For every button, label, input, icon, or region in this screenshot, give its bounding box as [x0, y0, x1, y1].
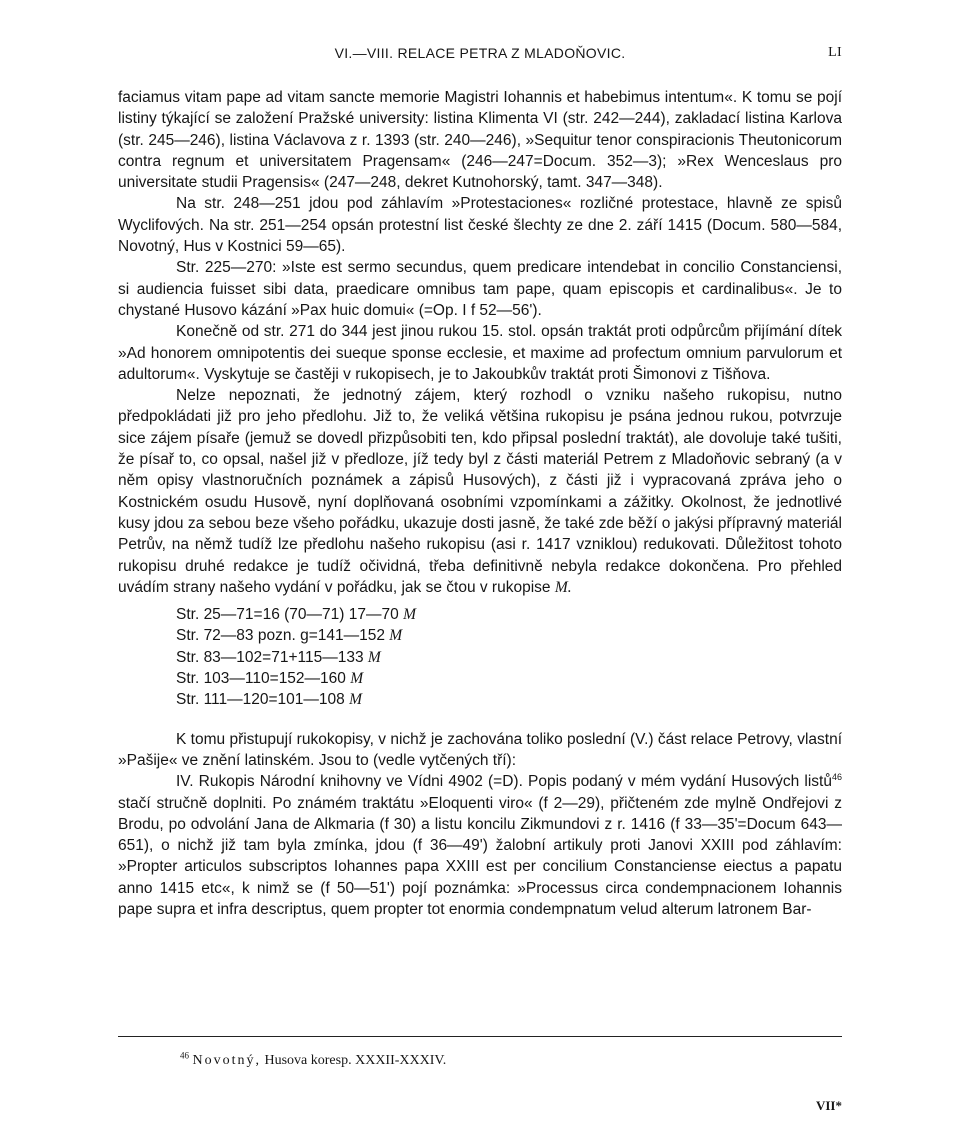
- footnote: [180, 1050, 447, 1069]
- printer-signature-mark: VII*: [815, 1098, 842, 1113]
- list-item: Str. 25—71=16 (70—71) 17—70 M: [176, 606, 416, 624]
- paragraph-7: [118, 771, 842, 920]
- page-concordance-list: [176, 604, 842, 710]
- paragraph-6: K tomu přistupují rukokopisy, v nichž je zachována toliko poslední (V.) část relace Petrovy, vlastní »Pašije« ve znění latinském. Jsou to (vedle vytčených tří):: [118, 730, 842, 769]
- paragraph-5: [118, 385, 842, 598]
- paragraph-2: Na str. 248—251 jdou pod záhlavím »Protestaciones« rozličné protestace, hlavně ze spisů Wyclifových. Na str. 251—254 opsán protestní list české šlechty ze dne 2. září 1415 (Docum. 580—584, Novotný, Hus v Kostnici 59—65).: [118, 195, 842, 256]
- list-item: Str. 83—102=71+115—133 M: [176, 648, 381, 666]
- footnote-number: 46: [180, 1050, 189, 1061]
- running-title: VI.—VIII. RELACE PETRA Z MLADOŇOVIC.: [334, 45, 626, 61]
- footnote-divider: [118, 1036, 842, 1037]
- paragraph-4: Konečně od str. 271 do 344 jest jinou rukou 15. stol. opsán traktát proti odpůrcům přijímání dítek »Ad honorem omnipotentis dei sueque sponse ecclesie, et maxime ad profectum omnium parvulorum et adultorum«. Vyskytuje se častěji v rukopisech, je to Jakoubkův traktát proti Šimonovi z Tišňova.: [118, 323, 842, 383]
- list-item: Str. 111—120=101—108 M: [176, 691, 362, 709]
- paragraph-7-rest: stačí stručně doplniti. Po známém traktátu »Eloquenti viro« (f 2—29), přičteném zde mylně Ondřejovi z Brodu, po odvolání Jana de Alkmaria (f 30) a listu koncilu Zikmundovi z r. 1416 (f 33—35'=Docum 643—651), o nichž již tam byla zmínka, jdou (f 36—49') žalobní artikuly proti Janovi XXIII pod záhlavím: »Propter articulos subscriptos Iohannes papa XXIII est per concilium Constanciense eiectus a papatu anno 1415 etc«, k nimž se (f 50—51') pojí poznámka: »Processus circa condempnacionem Iohannis pape supra et infra descriptus, quem propter tot enormia condempnatum velud alterum latronem Bar-: [118, 794, 842, 918]
- footnote-text: Husova koresp. XXXII-XXXIV.: [261, 1053, 447, 1068]
- page-number: LI: [828, 45, 842, 60]
- running-header: [118, 45, 842, 67]
- list-item: Str. 72—83 pozn. g=141—152 M: [176, 627, 403, 645]
- footnote-author: Novotný,: [192, 1053, 261, 1068]
- paragraph-3: Str. 225—270: »Iste est sermo secundus, quem predicare intendebat in concilio Constanciensi, si audiencia fuisset sibi data, praedicare omnibus tam pape, quam episcopis et cardinalibus«. Je to chystané Husovo kázání »Pax huic domui« (=Op. I f 52—56').: [118, 259, 842, 319]
- paragraph-1: faciamus vitam pape ad vitam sancte memorie Magistri Iohannis et habebimus intentum«. K tomu se pojí listiny týkající se založení Pražské university: listina Klimenta VI (str. 242—244), zakladací listina Karlova (str. 245—246), listina Václavova z r. 1393 (str. 240—246), »Sequitur tenor conspiracionis Theutonicorum contra regnum et universitatem Pragensam« (246—247=Docum. 352—3); »Rex Wenceslaus pro universitate studii Pragensis« (247—248, dekret Kutnohorský, tamt. 347—348).: [118, 89, 842, 192]
- main-text: [118, 87, 842, 920]
- footnote-reference[interactable]: 46: [831, 772, 842, 783]
- paragraph-5-text: Nelze nepoznati, že jednotný zájem, který rozhodl o vzniku našeho rukopisu, nutno předpokládati již pro jeho předlohu. Již to, že veliká většina rukopisu je psána jednou rukou, potvrzuje sice zájem písaře (jemuž se dovedl přizpůsobiti ten, kdo připsal poslední traktát), ale dovoluje také tušiti, že písař to, co opsal, našel již v předloze, jíž tedy byl z části materiál Petrem z Mladoňovic sebraný (a v něm opisy vlastnoručních poznámek a zápisů Husových), z části již i vypracovaná zpráva jeho o Kostnickém osudu Husově, nyní doplňovaná osobními vzpomínkami a zážitky. Okolnost, že jednotlivé kusy jdou za sebou beze všeho pořádku, ukazuje dosti jasně, že také zde běží o jakýsi přípravný materiál Petrův, na němž tudíž lze předlohu našeho rukopisu (asi r. 1417 vzniklou) redukovati. Důležitost tohoto rukopisu druhé redakce je tudíž očividná, třeba definitivně nebyla redakce dokončena. Pro přehled uvádím strany našeho vydání v pořádku, jak se čtou v rukopise: [118, 387, 842, 596]
- list-item: Str. 103—110=152—160 M: [176, 670, 364, 688]
- manuscript-siglum: M.: [554, 578, 572, 596]
- paragraph-7-start: IV. Rukopis Národní knihovny ve Vídni 4902 (=D). Popis podaný v mém vydání Husových listů: [176, 773, 832, 791]
